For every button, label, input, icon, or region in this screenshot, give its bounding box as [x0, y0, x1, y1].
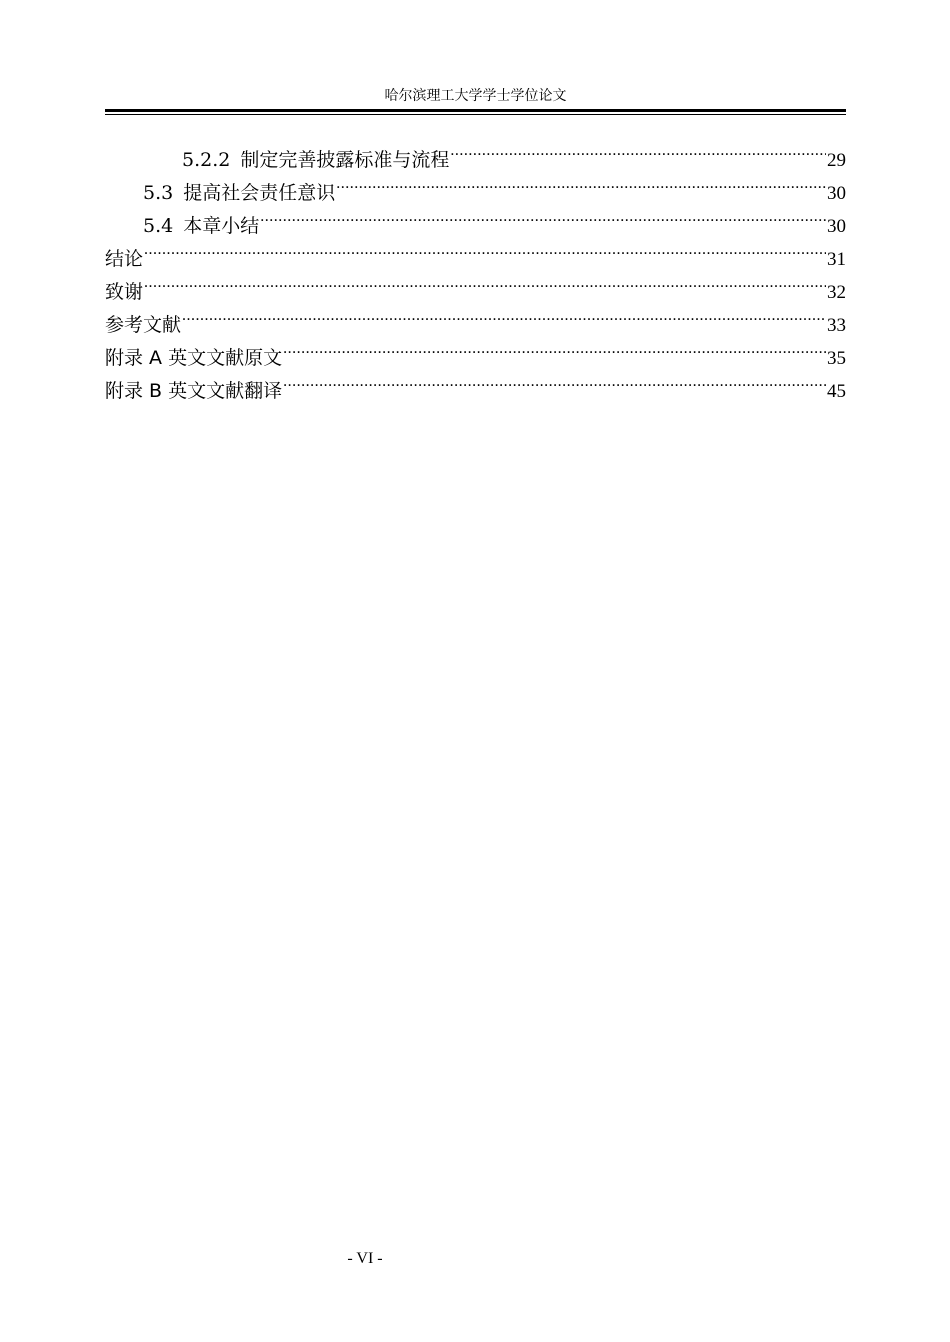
toc-entry-page: 35 — [827, 348, 846, 369]
toc-entry-acknowledgements[interactable] — [105, 265, 846, 303]
toc-entry-conclusion[interactable] — [105, 232, 846, 270]
toc-entry-page: 33 — [827, 315, 846, 336]
page-number: - VI - — [347, 1250, 383, 1267]
toc-entry-number: 5.4 — [143, 215, 174, 237]
toc-entry-title: 结论 — [105, 248, 144, 270]
toc-entry-page: 30 — [827, 216, 846, 237]
toc-dot-leader — [182, 298, 826, 331]
toc-entry-title: 附录 B 英文文献翻译 — [105, 380, 283, 402]
toc-entry-title: 制定完善披露标准与流程 — [240, 149, 450, 171]
toc-entry-title: 提高社会责任意识 — [183, 182, 336, 204]
toc-entry-page: 45 — [827, 381, 846, 402]
toc-dot-leader — [144, 265, 826, 298]
toc-dot-leader — [450, 133, 826, 166]
toc-entry-title: 致谢 — [105, 281, 144, 303]
toc-entry-page: 32 — [827, 282, 846, 303]
toc-entry-number: 5.3 — [143, 182, 174, 204]
toc-entry-5-2-2[interactable] — [105, 133, 846, 171]
header-rule-thick — [105, 109, 846, 112]
toc-dot-leader — [283, 364, 826, 397]
toc-entry-page: 30 — [827, 183, 846, 204]
toc-entry-number: 5.2.2 — [182, 149, 231, 171]
toc-entry-appendix-a[interactable] — [105, 331, 846, 369]
toc-dot-leader — [260, 199, 826, 232]
toc-entry-title: 本章小结 — [183, 215, 260, 237]
table-of-contents — [105, 133, 846, 402]
toc-dot-leader — [283, 331, 826, 364]
toc-entry-references[interactable] — [105, 298, 846, 336]
toc-dot-leader — [336, 166, 826, 199]
header-rule-thin — [105, 114, 846, 115]
running-header: 哈尔滨理工大学学士学位论文 — [384, 88, 567, 104]
toc-entry-title: 附录 A 英文文献原文 — [105, 347, 283, 369]
toc-entry-page: 31 — [827, 249, 846, 270]
toc-dot-leader — [144, 232, 826, 265]
toc-entry-title: 参考文献 — [105, 314, 182, 336]
toc-entry-page: 29 — [827, 150, 846, 171]
